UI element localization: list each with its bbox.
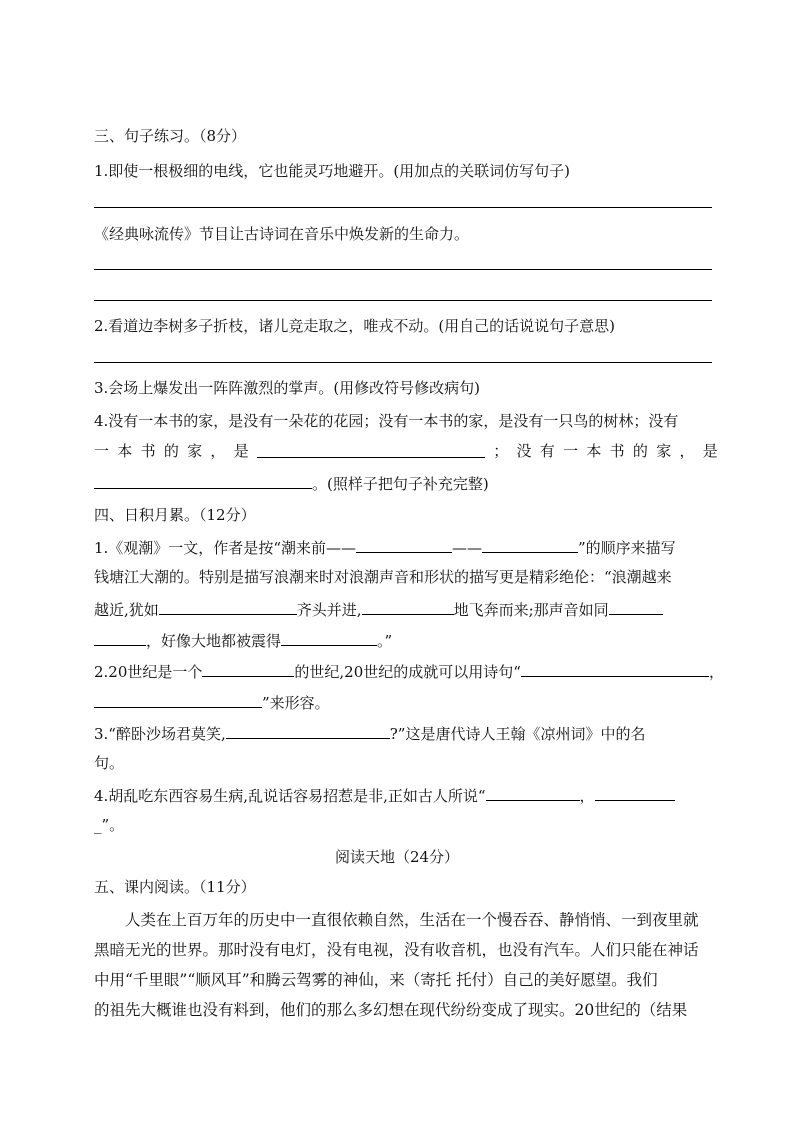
section3-question1: 1.即使一根极细的电线，它也能灵巧地避开。(用加点的关联词仿写句子) <box>94 162 571 180</box>
char: 一 <box>94 442 110 460</box>
answer-line[interactable] <box>94 362 712 363</box>
section3-question4-line1: 4.没有一本书的家，是没有一朵花的花园；没有一本书的家，是没有一只鸟的树林；没有 <box>94 412 679 430</box>
section3-question1-sentence: 《经典咏流传》节目让古诗词在音乐中焕发新的生命力。 <box>94 225 470 243</box>
char: 没 <box>516 442 532 460</box>
section4-question1-line4 <box>94 629 392 651</box>
fill-blank[interactable] <box>521 660 709 677</box>
fill-blank[interactable] <box>94 691 262 708</box>
fill-blank[interactable] <box>486 784 580 801</box>
section3-question4-line2 <box>94 441 718 461</box>
char: 书 <box>609 442 625 460</box>
answer-line[interactable] <box>94 269 712 270</box>
question-text: 齐头并进, <box>296 601 362 619</box>
char: 一 <box>563 442 579 460</box>
question-text: ， <box>708 663 724 681</box>
section4-question3-line1 <box>94 722 645 744</box>
question-text: ， <box>579 787 595 805</box>
char: 的 <box>632 442 648 460</box>
question-text: ?”这是唐代诗人王翰《凉州词》中的名 <box>389 725 646 743</box>
question-text: ”来形容。 <box>262 694 330 712</box>
section4-question1-line3 <box>94 598 663 620</box>
section3-heading: 三、句子练习。（8分） <box>94 127 247 145</box>
reading-paragraph-line1: 人类在上百万年的历史中一直很依赖自然，生活在一个慢吞吞、静悄悄、一到夜里就 <box>125 911 699 929</box>
fill-blank[interactable] <box>482 536 578 553</box>
char: 本 <box>117 442 133 460</box>
char: 家 <box>656 442 672 460</box>
question-text: 。” <box>377 632 393 650</box>
question-text: 4.胡乱吃东西容易生病,乱说话容易招惹是非,正如古人所说“ <box>94 787 486 805</box>
section3-question3: 3.会场上爆发出一阵阵激烈的掌声。(用修改符号修改病句) <box>94 379 481 397</box>
fill-blank[interactable] <box>159 598 297 615</box>
fill-blank[interactable] <box>94 629 146 646</box>
question-text: 越近,犹如 <box>94 601 159 619</box>
answer-line[interactable] <box>94 207 712 208</box>
char: 本 <box>586 442 602 460</box>
char: 家 <box>187 442 203 460</box>
question-text: ”的顺序来描写 <box>577 539 676 557</box>
fill-blank[interactable] <box>281 629 377 646</box>
reading-paragraph-line4: 的祖先大概谁也没有料到，他们的那么多幻想在现代纷纷变成了现实。20世纪的（结果 <box>94 1001 688 1019</box>
char: ， <box>679 442 695 460</box>
fill-blank[interactable] <box>609 598 663 615</box>
question-text: ，好像大地都被震得 <box>146 632 282 650</box>
instruction-text: 。(照样子把句子补充完整) <box>312 475 489 493</box>
section4-question4-line2: _”。 <box>94 816 125 834</box>
char: ； <box>493 442 509 460</box>
fill-blank[interactable] <box>202 660 294 677</box>
question-text: 3.“醉卧沙场君莫笑, <box>94 725 226 743</box>
answer-line[interactable] <box>94 300 712 301</box>
question-text: 地飞奔而来;那声音如同 <box>453 601 609 619</box>
section4-question3-line2: 句。 <box>94 754 125 772</box>
fill-blank[interactable] <box>257 441 485 458</box>
fill-blank[interactable] <box>595 784 675 801</box>
section4-question1-line1 <box>94 536 676 558</box>
question-text: 的世纪,20世纪的成就可以用诗句“ <box>294 663 521 681</box>
section3-question2: 2.看道边李树多子折枝，诸儿竞走取之，唯戎不动。(用自己的话说说句子意思) <box>94 317 616 335</box>
question-text: 2.20世纪是一个 <box>94 663 203 681</box>
char: 有 <box>539 442 555 460</box>
char: 书 <box>140 442 156 460</box>
fill-blank[interactable] <box>356 536 452 553</box>
reading-paragraph-line2: 黑暗无光的世界。那时没有电灯，没有电视，没有收音机，也没有汽车。人们只能在神话 <box>94 941 699 959</box>
section4-question4-line1 <box>94 784 675 806</box>
char: 是 <box>233 442 249 460</box>
fill-blank[interactable] <box>362 598 454 615</box>
fill-blank[interactable] <box>94 472 312 489</box>
question-text: —— <box>451 539 482 557</box>
section4-question1-line2: 钱塘江大潮的。特别是描写浪潮来时对浪潮声音和形状的描写更是精彩绝伦：“浪潮越来 <box>94 568 672 586</box>
char: 的 <box>163 442 179 460</box>
section4-question2-line1 <box>94 660 724 682</box>
fill-blank[interactable] <box>226 722 390 739</box>
section3-question4-line3 <box>94 472 489 494</box>
char: ， <box>210 442 226 460</box>
section5-heading: 五、课内阅读。（11分） <box>94 878 256 896</box>
section4-heading: 四、日积月累。（12分） <box>94 506 256 524</box>
question-text: 1.《观潮》一文，作者是按“潮来前—— <box>94 539 356 557</box>
section4-question2-line2 <box>94 691 330 713</box>
char: 是 <box>702 442 718 460</box>
reading-paragraph-line3: 中用“千里眼”“顺风耳”和腾云驾雾的神仙，来（寄托 托付）自己的美好愿望。我们 <box>94 971 658 989</box>
reading-section-title: 阅读天地（24分） <box>334 848 460 866</box>
